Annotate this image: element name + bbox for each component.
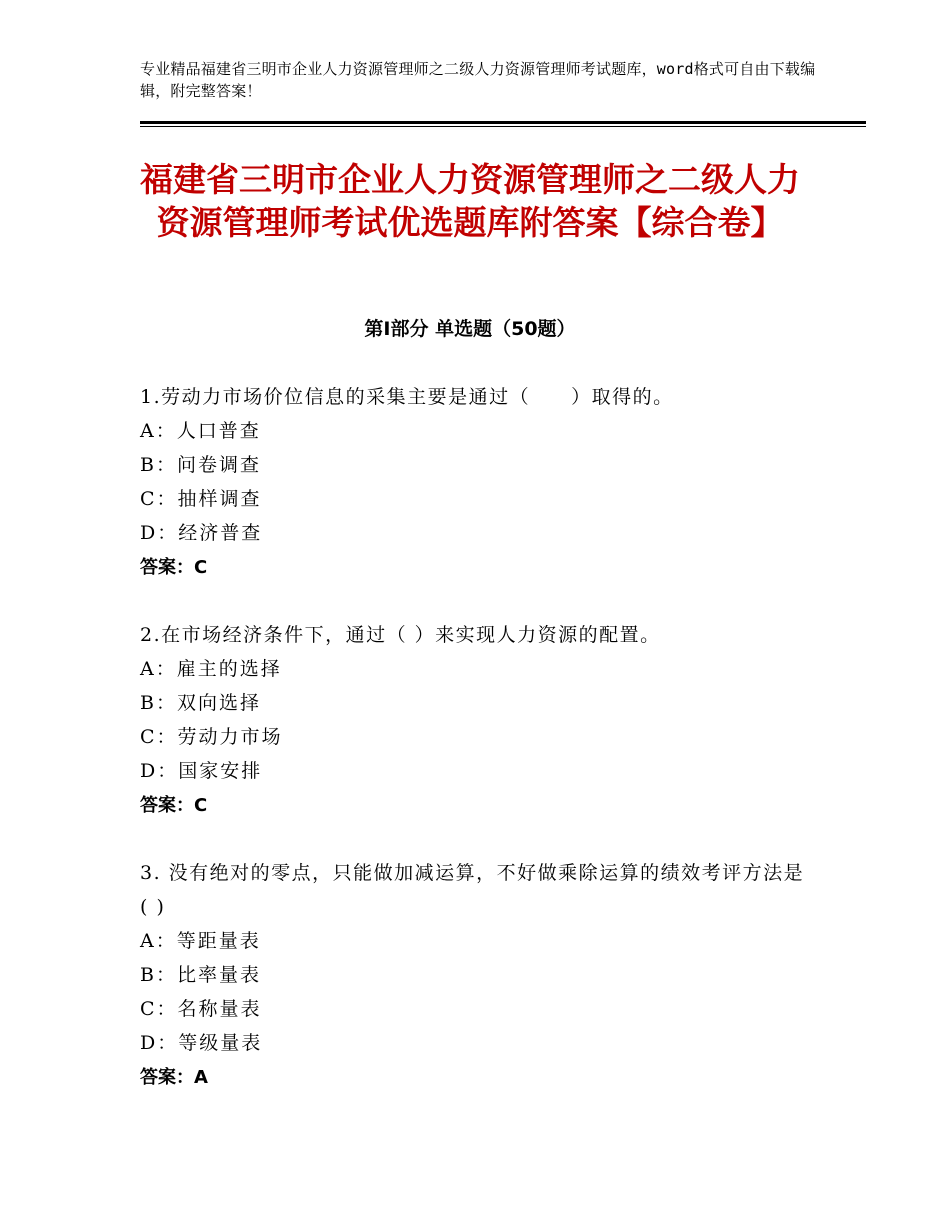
option-b: B：问卷调查	[140, 454, 261, 476]
option-b: B：比率量表	[140, 964, 261, 986]
header-rule-thick	[140, 121, 866, 124]
option-d: D：国家安排	[140, 760, 263, 782]
option-d: D：等级量表	[140, 1032, 263, 1054]
question-stem: 3. 没有绝对的零点，只能做加减运算，不好做乘除运算的绩效考评方法是( )	[140, 862, 805, 918]
answer: 答案：A	[140, 1067, 208, 1088]
question-3	[140, 856, 810, 1096]
question-stem: 2.在市场经济条件下，通过（ ）来实现人力资源的配置。	[140, 624, 661, 646]
option-d: D：经济普查	[140, 522, 263, 544]
question-1	[140, 380, 810, 586]
question-list	[140, 380, 810, 1128]
question-stem: 1.劳动力市场价位信息的采集主要是通过（ ）取得的。	[140, 386, 674, 408]
option-c: C：劳动力市场	[140, 726, 283, 748]
question-2	[140, 618, 810, 824]
option-c: C：名称量表	[140, 998, 262, 1020]
option-a: A：人口普查	[140, 420, 261, 442]
document-title: 福建省三明市企业人力资源管理师之二级人力资源管理师考试优选题库附答案【综合卷】	[140, 160, 800, 242]
header-note: 专业精品福建省三明市企业人力资源管理师之二级人力资源管理师考试题库，word格式可自由下载编辑，附完整答案！	[140, 60, 816, 100]
header-rule-thin	[140, 126, 866, 127]
option-c: C：抽样调查	[140, 488, 262, 510]
option-b: B：双向选择	[140, 692, 261, 714]
section-title: 第Ⅰ部分 单选题（50题）	[364, 318, 576, 340]
answer: 答案：C	[140, 557, 208, 578]
option-a: A：雇主的选择	[140, 658, 282, 680]
option-a: A：等距量表	[140, 930, 261, 952]
answer: 答案：C	[140, 795, 208, 816]
